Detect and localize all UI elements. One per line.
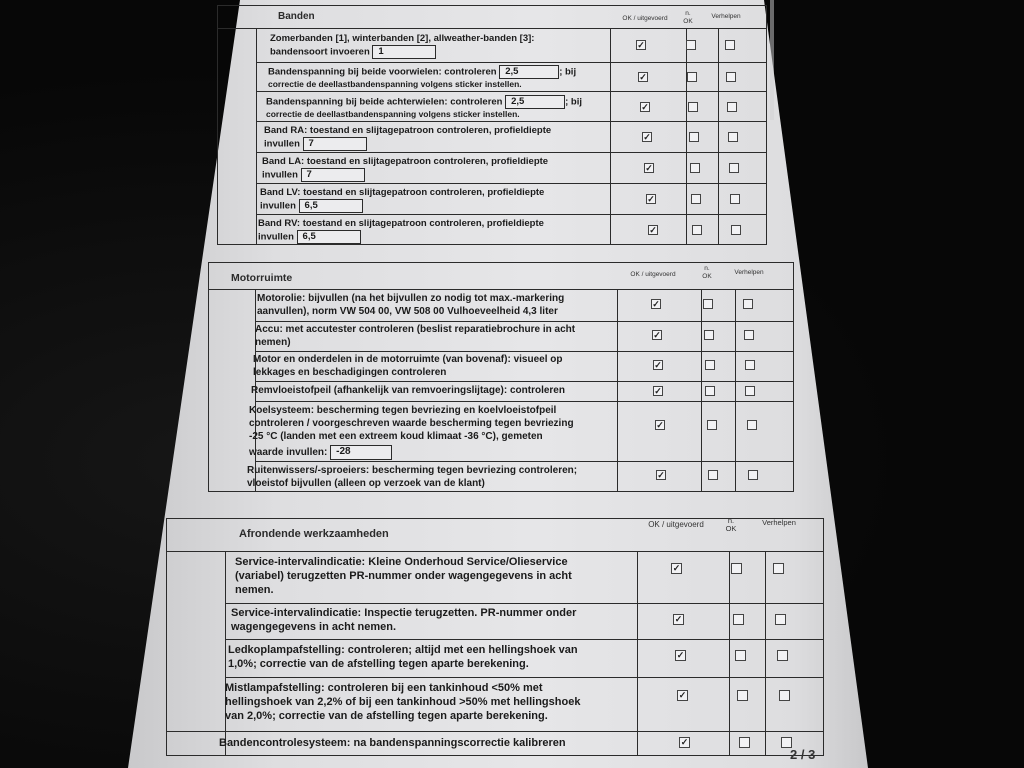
table-row — [255, 291, 793, 321]
value-field[interactable]: 6,5 — [299, 199, 363, 213]
not-ok-checkbox[interactable] — [688, 102, 698, 112]
value-field[interactable]: 2,5 — [505, 95, 565, 109]
table-row — [255, 321, 793, 352]
ok-checkbox[interactable] — [677, 690, 688, 701]
ok-checkbox[interactable] — [646, 194, 656, 204]
column-header-not-ok: n. OK — [725, 516, 737, 533]
verhelpen-checkbox[interactable] — [729, 163, 739, 173]
value-field[interactable]: -28 — [330, 445, 392, 460]
verhelpen-checkbox[interactable] — [747, 420, 757, 430]
verhelpen-checkbox[interactable] — [726, 72, 736, 82]
ok-checkbox[interactable] — [673, 614, 684, 625]
section-banden — [217, 5, 767, 245]
row-label: Ledkoplampafstelling: controleren; altijd met een hellingshoek van — [228, 644, 578, 656]
table-row — [249, 401, 793, 462]
not-ok-checkbox[interactable] — [739, 737, 750, 748]
ok-checkbox[interactable] — [642, 132, 652, 142]
not-ok-checkbox[interactable] — [733, 614, 744, 625]
not-ok-checkbox[interactable] — [708, 470, 718, 480]
row-label: Koelsysteem: bescherming tegen bevriezing en koelvloeistofpeil — [249, 405, 557, 416]
row-label: vloeistof bijvullen (alleen op verzoek van de klant) — [247, 477, 485, 489]
page-number: 2 / 3 — [790, 747, 816, 762]
column-header-ok: OK / uitgevoerd — [648, 520, 704, 529]
column-header-ok: OK / uitgevoerd — [630, 271, 676, 278]
column-header-verhelpen: Verhelpen — [762, 518, 796, 527]
row-label: wagengegevens in acht nemen. — [231, 621, 397, 634]
row-label: Zomerbanden [1], winterbanden [2], allweather-banden [3]: — [270, 33, 535, 44]
table-row — [225, 603, 823, 640]
table-row — [225, 677, 823, 732]
row-label: ; bij — [565, 96, 583, 108]
row-label: Service-intervalindicatie: Inspectie terugzetten. PR-nummer onder — [231, 607, 577, 619]
table-row — [225, 553, 823, 603]
row-label: Ruitenwissers/-sproeiers: bescherming tegen bevriezing controleren; — [247, 465, 578, 476]
row-label: Remvloeistofpeil (afhankelijk van remvoeringslijtage): controleren — [251, 385, 565, 396]
row-label: invullen — [264, 138, 300, 150]
row-label: aanvullen), norm VW 504 00, VW 508 00 Vulhoeveelheid 4,3 liter — [257, 305, 558, 317]
ok-checkbox[interactable] — [652, 330, 662, 340]
table-row — [256, 214, 766, 245]
not-ok-checkbox[interactable] — [705, 386, 715, 396]
paper-edge — [770, 0, 774, 120]
value-field[interactable]: 6,5 — [297, 230, 361, 244]
section-title: Afrondende werkzaamheden — [239, 528, 389, 540]
not-ok-checkbox[interactable] — [689, 132, 699, 142]
table-row — [167, 731, 823, 756]
verhelpen-checkbox[interactable] — [779, 690, 790, 701]
row-label: (variabel) terugzetten PR-nummer onder wagengegevens in acht — [235, 570, 572, 583]
verhelpen-checkbox[interactable] — [728, 132, 738, 142]
verhelpen-checkbox[interactable] — [777, 650, 788, 661]
table-row — [256, 91, 766, 122]
row-label: van 2,0%; correctie van de afstelling tegen aparte berekening. — [225, 710, 548, 723]
row-label: Motorolie: bijvullen (na het bijvullen zo nodig tot max.-markering — [257, 293, 565, 304]
not-ok-checkbox[interactable] — [705, 360, 715, 370]
not-ok-checkbox[interactable] — [731, 563, 742, 574]
section-afrondende-werkzaamheden — [166, 518, 824, 756]
value-field[interactable]: 7 — [303, 137, 367, 151]
ok-checkbox[interactable] — [656, 470, 666, 480]
row-label: Band LV: toestand en slijtagepatroon controleren, profieldiepte — [260, 187, 545, 198]
row-label: 1,0%; correctie van de afstelling tegen aparte berekening. — [228, 658, 529, 671]
ok-checkbox[interactable] — [648, 225, 658, 235]
row-label: invullen — [262, 169, 298, 181]
table-row — [251, 381, 793, 402]
row-label: nemen) — [255, 336, 291, 348]
table-row — [256, 152, 766, 184]
verhelpen-checkbox[interactable] — [727, 102, 737, 112]
table-row — [256, 121, 766, 153]
value-field[interactable]: 1 — [372, 45, 436, 59]
value-field[interactable]: 2,5 — [499, 65, 559, 79]
column-header-not-ok: n. OK — [702, 265, 712, 280]
row-label: Bandencontrolesysteem: na bandenspanningscorrectie kalibreren — [219, 737, 566, 749]
row-label: Motor en onderdelen in de motorruimte (van bovenaf): visueel op — [253, 354, 563, 365]
not-ok-checkbox[interactable] — [686, 40, 696, 50]
table-row — [256, 183, 766, 215]
row-label: bandensoort invoeren — [270, 46, 370, 58]
ok-checkbox[interactable] — [675, 650, 686, 661]
verhelpen-checkbox[interactable] — [745, 360, 755, 370]
verhelpen-checkbox[interactable] — [748, 470, 758, 480]
value-field[interactable]: 7 — [301, 168, 365, 182]
ok-checkbox[interactable] — [679, 737, 690, 748]
row-label: hellingshoek van 2,2% of bij een tankinhoud >50% met hellingshoek — [225, 696, 581, 709]
table-row — [247, 461, 793, 492]
verhelpen-checkbox[interactable] — [745, 386, 755, 396]
row-label: ; bij — [559, 66, 577, 78]
verhelpen-checkbox[interactable] — [725, 40, 735, 50]
row-label: invullen — [260, 200, 296, 212]
row-label: lekkages en beschadigingen controleren — [253, 366, 447, 378]
row-label: correctie de deellastbandenspanning volgens sticker instellen. — [268, 79, 522, 90]
row-label: Band RA: toestand en slijtagepatroon controleren, profieldiepte — [264, 125, 552, 136]
ok-checkbox[interactable] — [651, 299, 661, 309]
not-ok-checkbox[interactable] — [691, 194, 701, 204]
table-row — [255, 351, 793, 382]
column-header-verhelpen: Verhelpen — [711, 13, 741, 20]
row-label: Band RV: toestand en slijtagepatroon controleren, profieldiepte — [258, 218, 544, 229]
not-ok-checkbox[interactable] — [735, 650, 746, 661]
row-label: waarde invullen: — [249, 447, 328, 459]
not-ok-checkbox[interactable] — [690, 163, 700, 173]
section-title: Banden — [278, 11, 315, 22]
ok-checkbox[interactable] — [636, 40, 646, 50]
section-motorruimte — [208, 262, 794, 492]
column-header-ok: OK / uitgevoerd — [622, 15, 668, 22]
row-label: -25 °C (landen met een extreem koud klimaat -36 °C), gemeten — [249, 430, 543, 442]
not-ok-checkbox[interactable] — [704, 330, 714, 340]
row-label: correctie de deellastbandenspanning volgens sticker instellen. — [266, 109, 520, 120]
row-label: Bandenspanning bij beide achterwielen: controleren — [266, 96, 503, 108]
table-row — [225, 639, 823, 678]
section-header — [167, 516, 823, 552]
ok-checkbox[interactable] — [655, 420, 665, 430]
ok-checkbox[interactable] — [640, 102, 650, 112]
table-row — [256, 62, 766, 92]
not-ok-checkbox[interactable] — [692, 225, 702, 235]
not-ok-checkbox[interactable] — [703, 299, 713, 309]
row-label: invullen — [258, 231, 294, 243]
section-header — [218, 6, 766, 29]
section-header — [209, 263, 793, 290]
table-row — [256, 30, 766, 62]
not-ok-checkbox[interactable] — [707, 420, 717, 430]
section-title: Motorruimte — [231, 272, 293, 284]
row-label: Mistlampafstelling: controleren bij een tankinhoud <50% met — [225, 682, 543, 694]
row-label: Accu: met accutester controleren (beslist reparatiebrochure in acht — [255, 324, 576, 335]
ok-checkbox[interactable] — [644, 163, 654, 173]
not-ok-checkbox[interactable] — [687, 72, 697, 82]
verhelpen-checkbox[interactable] — [730, 194, 740, 204]
column-header-not-ok: n. OK — [683, 10, 693, 25]
not-ok-checkbox[interactable] — [737, 690, 748, 701]
ok-checkbox[interactable] — [638, 72, 648, 82]
verhelpen-checkbox[interactable] — [744, 330, 754, 340]
ok-checkbox[interactable] — [653, 386, 663, 396]
ok-checkbox[interactable] — [671, 563, 682, 574]
verhelpen-checkbox[interactable] — [773, 563, 784, 574]
row-label: nemen. — [235, 584, 274, 597]
row-label: Bandenspanning bij beide voorwielen: controleren — [268, 66, 497, 78]
row-label: Service-intervalindicatie: Kleine Onderhoud Service/Olieservice — [235, 556, 568, 568]
ok-checkbox[interactable] — [653, 360, 663, 370]
column-header-verhelpen: Verhelpen — [734, 269, 764, 276]
verhelpen-checkbox[interactable] — [731, 225, 741, 235]
verhelpen-checkbox[interactable] — [743, 299, 753, 309]
row-label: controleren / voorgeschreven waarde bescherming tegen bevriezing — [249, 417, 574, 429]
row-label: Band LA: toestand en slijtagepatroon controleren, profieldiepte — [262, 156, 549, 167]
verhelpen-checkbox[interactable] — [775, 614, 786, 625]
